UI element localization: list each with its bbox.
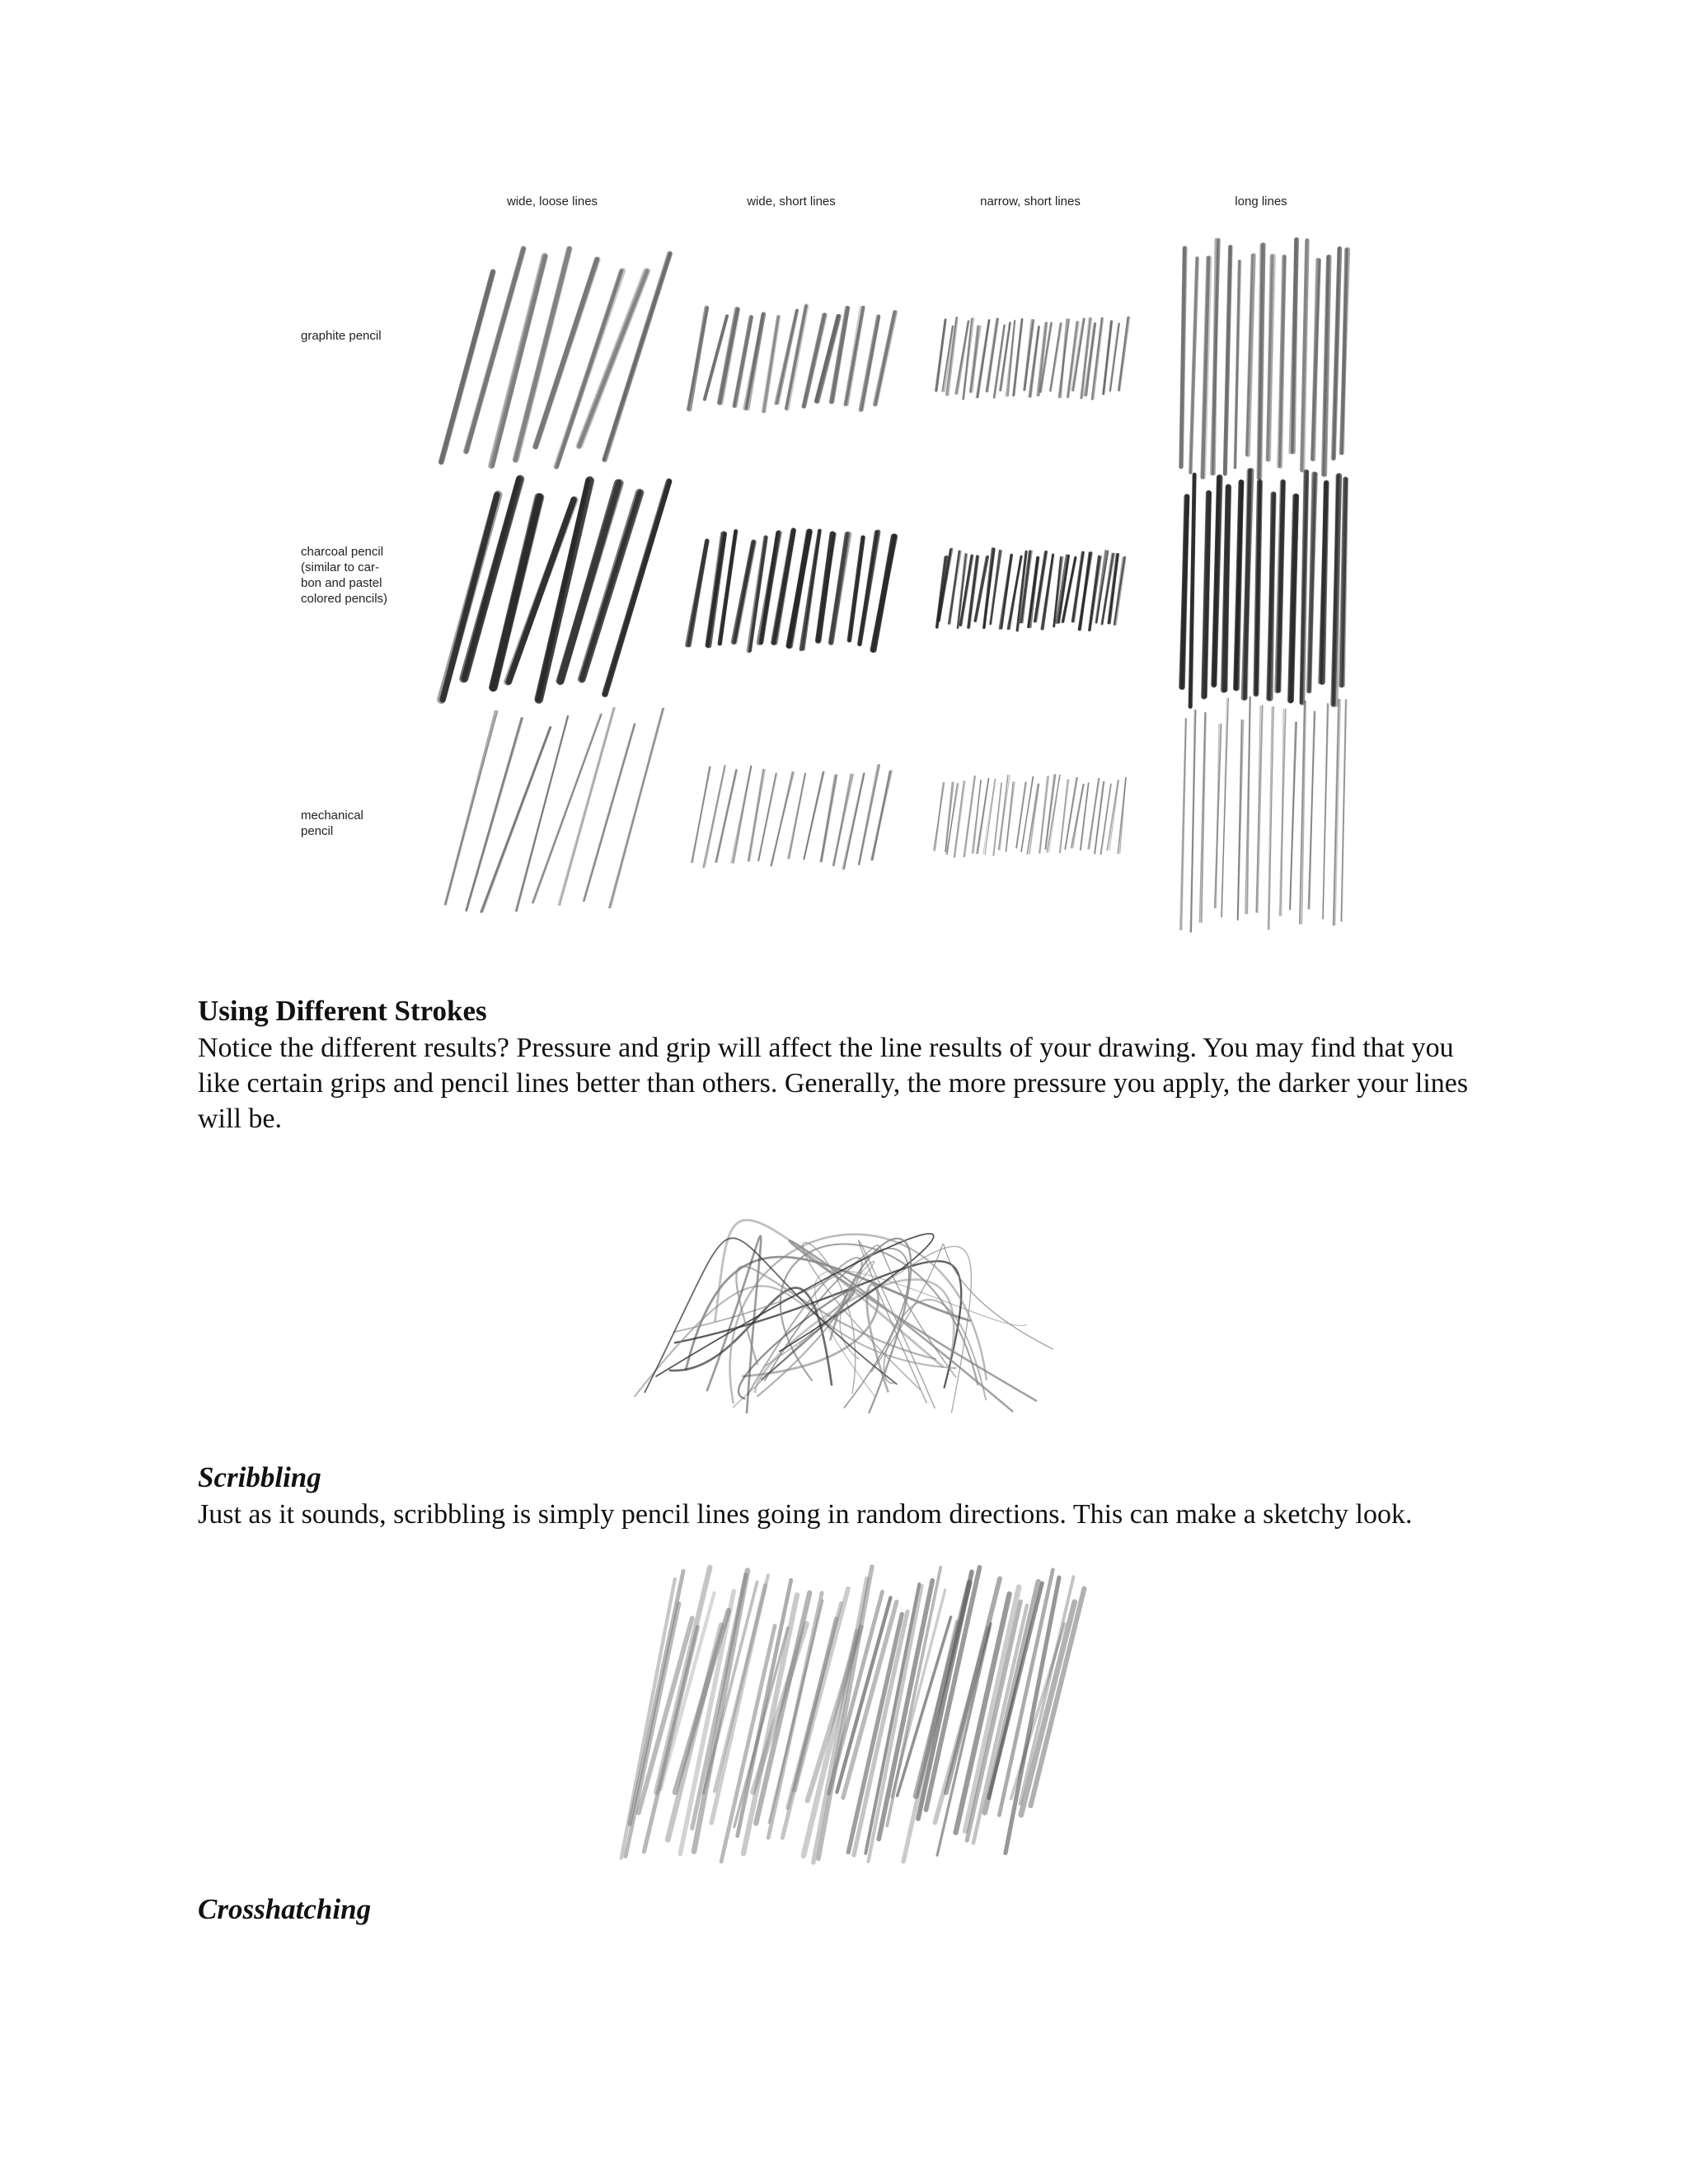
stroke-sample-line [1323,704,1329,919]
stroke-sample-line [1190,475,1194,707]
scribble-stroke [884,1300,986,1400]
stroke-comparison-figure [280,181,1385,972]
stroke-sample-line [1290,722,1296,909]
stroke-sample-line [1191,710,1194,932]
stroke-sample-line [610,709,664,908]
stroke-sample-line [1120,778,1126,854]
stroke-sample-line [558,708,613,905]
stroke-sample-line [720,309,738,402]
stroke-sample-line [687,541,707,644]
stroke-sample-line [956,321,968,394]
stroke-sample-line [1342,250,1347,453]
stroke-sample-line [1293,240,1296,452]
stroke-sample-line [441,272,494,462]
stroke-sample-line [1181,719,1186,930]
section-heading-crosshatching: Crosshatching [198,1893,372,1925]
stroke-sample-line [804,772,823,860]
hatch-stroke [967,1601,1020,1840]
stroke-sample-line [1225,247,1231,474]
stroke-sample-line [1109,780,1118,851]
column-label-wide-short: wide, short lines [747,194,836,209]
stroke-sample-line [1214,477,1219,685]
stroke-sample-line [1182,497,1187,687]
section-paragraph-scribbling: Just as it sounds, scribbling is simply pencil lines going in random directions. This can make a sketchy look. [198,1499,1413,1530]
stroke-sample-line [1107,780,1118,851]
stroke-sample-line [1110,324,1119,391]
stroke-sample-line [1014,319,1022,395]
row-label-charcoal: charcoal pencil (similar to car- bon and pastel colored pencils) [301,545,388,606]
row-label-graphite: graphite pencil [301,329,382,343]
column-label-narrow-short: narrow, short lines [980,194,1081,209]
stroke-sample-line [516,716,569,911]
column-label-long: long lines [1235,194,1287,209]
stroke-sample-line [1256,482,1259,694]
stroke-sample-line [822,775,837,861]
stroke-sample-line [584,724,635,901]
stroke-sample-line [1221,698,1228,916]
section-paragraph-strokes: Notice the different results? Pressure and grip will affect the line results of your drawing. You may find that you like certain grips and pencil lines better than others. Generally, the more pressure you apply, the darker your lines will be. [198,1033,1469,1134]
stroke-sample-line [1027,784,1039,854]
stroke-sample-line [1310,474,1314,691]
stroke-sample-line [983,779,995,854]
stroke-sample-line [1225,487,1228,690]
stroke-sample-line [689,307,706,409]
stroke-sample-line [1118,317,1128,390]
stroke-sample-line [1322,483,1326,682]
stroke-sample-line [1244,471,1251,698]
section-heading-strokes: Using Different Strokes [198,995,487,1027]
stroke-sample-line [972,326,978,392]
hatching-illustration [614,1541,1076,1887]
stroke-sample-line [833,775,853,865]
stroke-sample-line [818,534,833,640]
hatch-stroke [1030,1589,1084,1806]
stroke-sample-line [846,307,861,405]
stroke-sample-line [733,766,752,863]
column-label-wide-loose: wide, loose lines [506,194,598,209]
stroke-samples-grid [280,181,1385,972]
stroke-sample-line [934,783,944,851]
stroke-sample-line [467,249,523,452]
scribble-illustration [614,1150,1076,1430]
row-label-mechanical: mechanical pencil [301,808,363,838]
stroke-sample-line [1051,323,1061,391]
section-heading-scribbling: Scribbling [198,1461,321,1493]
stroke-sample-line [1256,705,1262,912]
stroke-sample-line [444,711,497,905]
stroke-sample-line [1341,700,1346,921]
stroke-sample-line [1308,711,1315,908]
